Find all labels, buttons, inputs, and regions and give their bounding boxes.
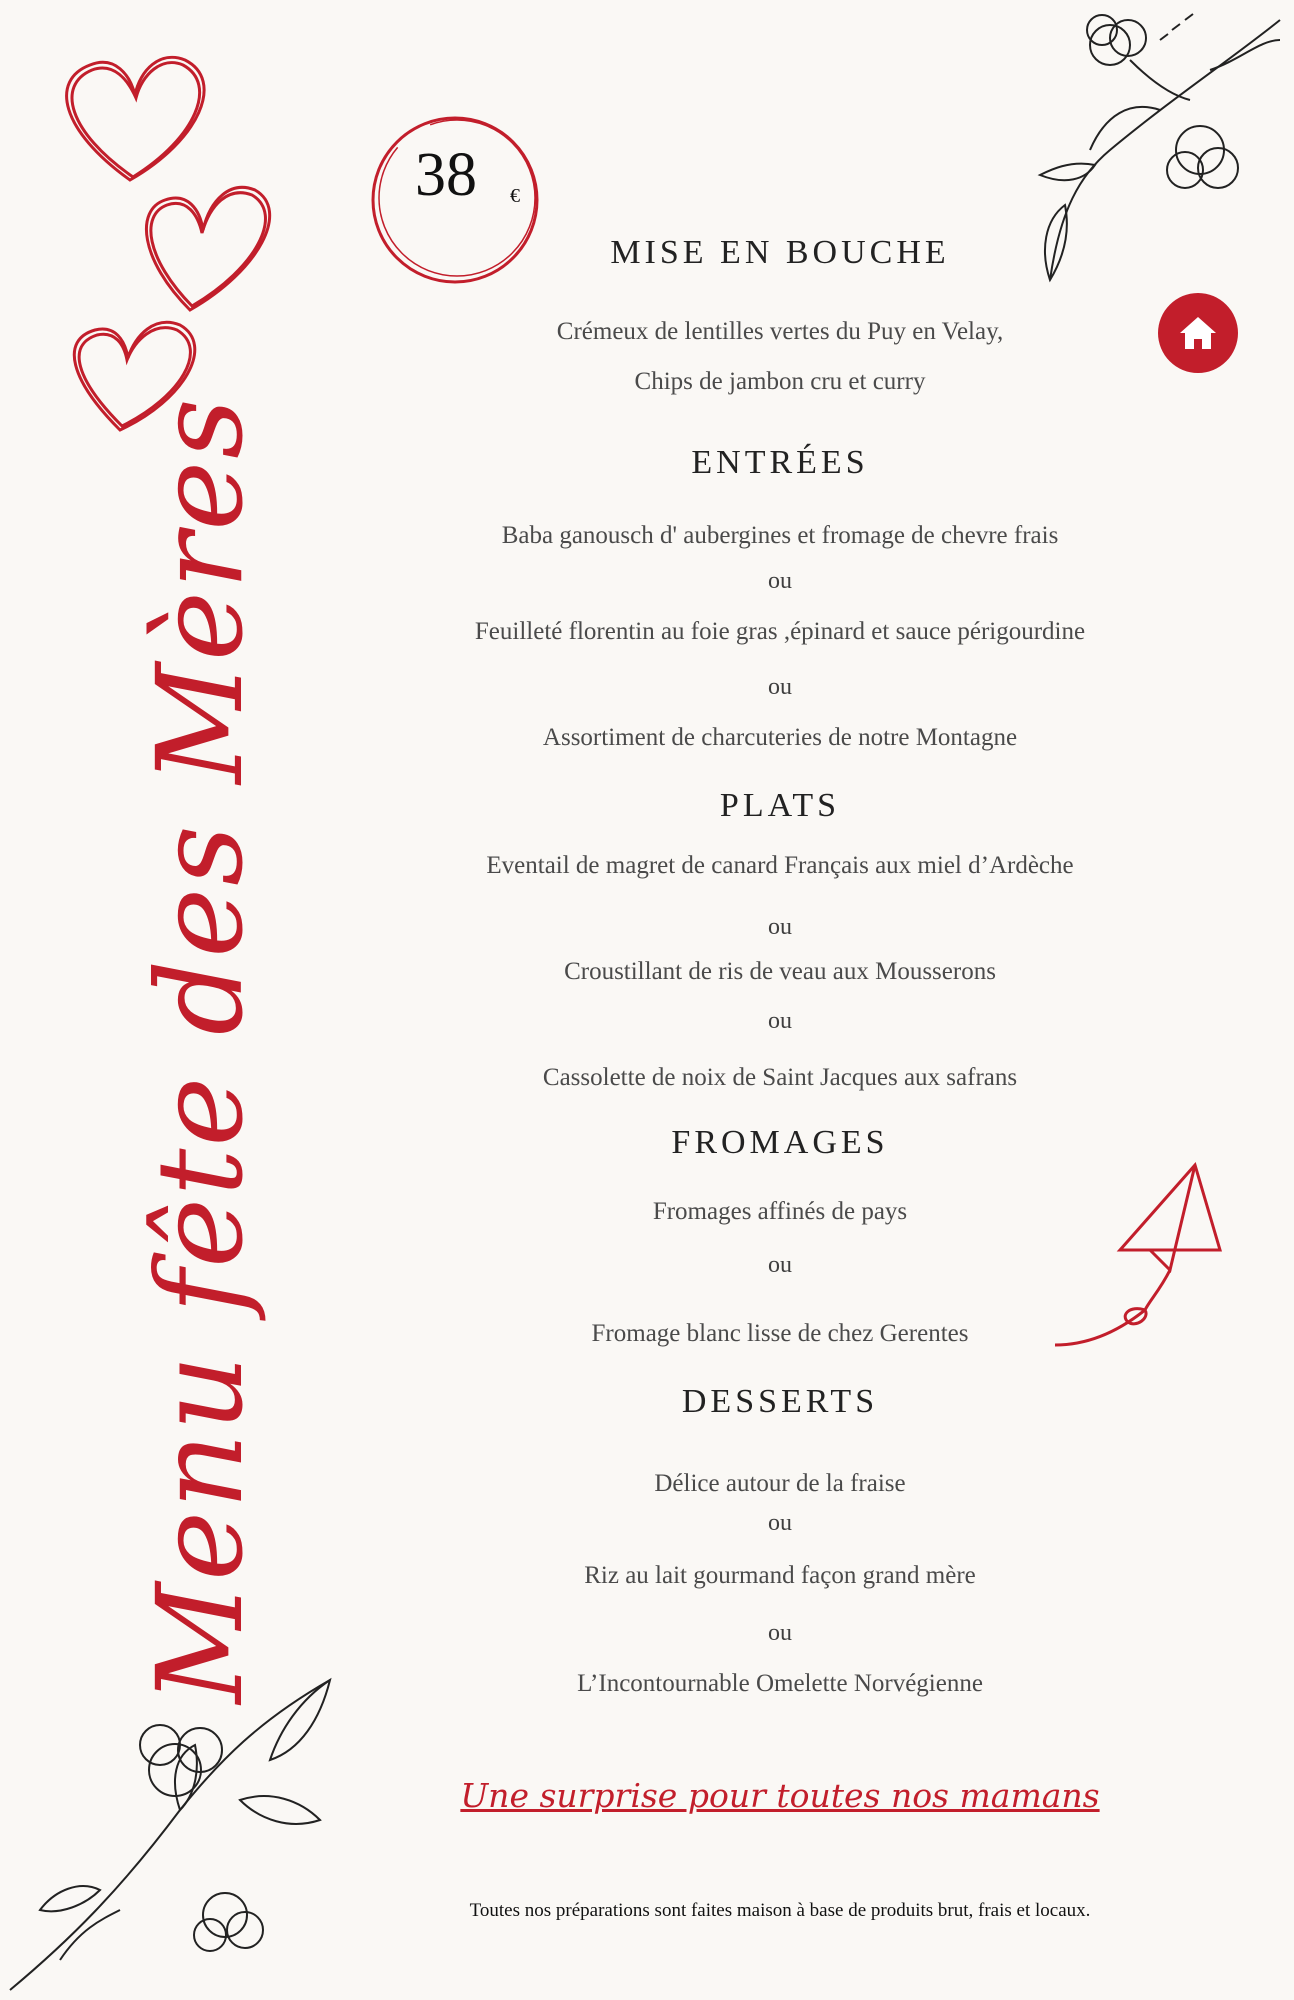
- separator-ou: ou: [768, 1252, 792, 1278]
- menu-item: Croustillant de ris de veau aux Mousserons: [564, 958, 996, 985]
- separator-ou: ou: [768, 1510, 792, 1536]
- separator-ou: ou: [768, 1620, 792, 1646]
- menu-title: Menu fête des Mères: [131, 396, 269, 1704]
- menu-item: Assortiment de charcuteries de notre Montagne: [542, 724, 1018, 751]
- separator-ou: ou: [768, 568, 792, 594]
- menu-item: Fromages affinés de pays: [652, 1198, 908, 1225]
- separator-ou: ou: [768, 1008, 792, 1034]
- section-heading-entrees: ENTRÉES: [691, 444, 869, 481]
- surprise-note: Une surprise pour toutes nos mamans: [460, 1776, 1100, 1815]
- section-heading-fromages: FROMAGES: [671, 1124, 889, 1161]
- home-icon: [1178, 315, 1218, 351]
- floral-bottom-left-decoration: [0, 1660, 380, 2000]
- footnote: Toutes nos préparations sont faites maison à base de produits brut, frais et locaux.: [469, 1900, 1091, 1921]
- section-heading-desserts: DESSERTS: [681, 1383, 879, 1420]
- menu-item: Cassolette de noix de Saint Jacques aux safrans: [542, 1064, 1018, 1091]
- menu-item: Baba ganousch d' aubergines et fromage de chevre frais: [501, 522, 1059, 549]
- section-heading-plats: PLATS: [719, 787, 841, 824]
- menu-item: L’Incontournable Omelette Norvégienne: [577, 1670, 983, 1697]
- menu-item: Riz au lait gourmand façon grand mère: [584, 1562, 976, 1589]
- separator-ou: ou: [768, 914, 792, 940]
- price-currency: €: [510, 185, 520, 207]
- price-amount: 38: [415, 141, 477, 209]
- home-button[interactable]: [1158, 293, 1238, 373]
- menu-item: Chips de jambon cru et curry: [634, 368, 926, 395]
- separator-ou: ou: [768, 674, 792, 700]
- menu-item: Fromage blanc lisse de chez Gerentes: [591, 1320, 969, 1347]
- menu-item: Délice autour de la fraise: [654, 1470, 906, 1497]
- menu-item: Eventail de magret de canard Français aux miel d’Ardèche: [486, 852, 1074, 879]
- menu-item: Crémeux de lentilles vertes du Puy en Velay,: [556, 318, 1004, 345]
- section-heading-mise-en-bouche: MISE EN BOUCHE: [610, 234, 950, 271]
- menu-item: Feuilleté florentin au foie gras ,épinard et sauce périgourdine: [474, 618, 1086, 645]
